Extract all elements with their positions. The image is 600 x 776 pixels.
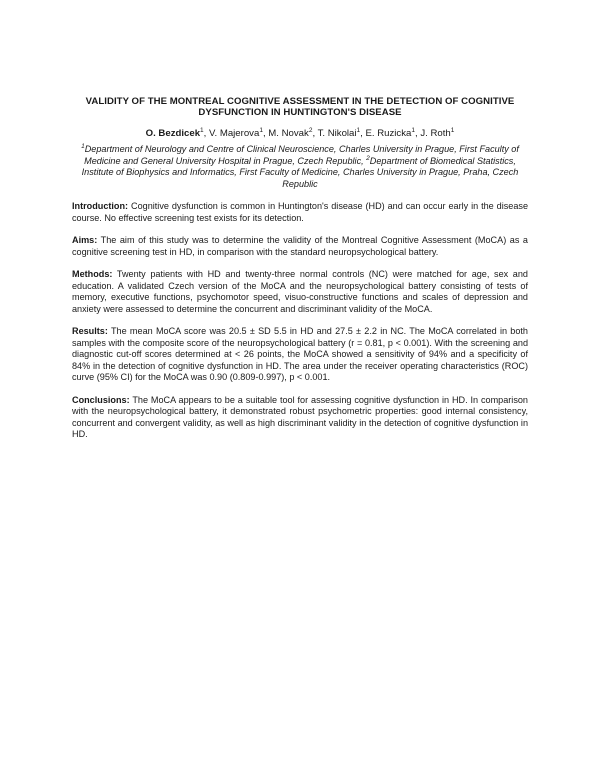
section-aims bbox=[72, 235, 528, 258]
section-conclusions bbox=[72, 395, 528, 441]
author-affiliation-mark: 1 bbox=[356, 126, 361, 134]
affiliation-number: 1 bbox=[81, 142, 85, 150]
section-heading: Results: bbox=[72, 326, 108, 336]
paper-title bbox=[72, 96, 528, 118]
title-line-2: DYSFUNCTION IN HUNTINGTON'S DISEASE bbox=[198, 107, 402, 118]
section-results bbox=[72, 326, 528, 384]
author-affiliation-mark: 1 bbox=[411, 126, 415, 134]
author-affiliation-mark: 1 bbox=[450, 126, 455, 134]
author-affiliation-mark: 1 bbox=[200, 126, 204, 134]
section-body: Twenty patients with HD and twenty-three normal controls (NC) were matched for age, sex and education. A validated Czech version of the MoCA and the neuropsychological battery consisting of tests of memory, executive functions, psychomotor speed, visuo-constructive functions and scales of depression and anxiety were assessed to determine the concurrent and discriminant validity of the MoCA. bbox=[72, 269, 528, 314]
author-name: O. Bezdicek bbox=[145, 128, 201, 139]
author-list: O. Bezdicek$^1$, V. Majerova$^1$, M. Novak$^2$, T. Nikolai$^1$, E. Ruzicka$^1$, J. Roth$^1$ bbox=[145, 126, 455, 139]
affiliations bbox=[72, 144, 528, 190]
section-body: The MoCA appears to be a suitable tool for assessing cognitive dysfunction in HD. In comparison with the neuropsychological battery, it demonstrated robust psychometric properties: good internal consistency, concurrent and convergent validity, as well as high discriminant validity in the detection of cognitive dysfunction in HD. bbox=[72, 394, 528, 439]
section-methods bbox=[72, 269, 528, 315]
section-heading: Aims: bbox=[72, 235, 98, 245]
title-line-1: VALIDITY OF THE MONTREAL COGNITIVE ASSESSMENT IN THE DETECTION OF COGNITIVE bbox=[85, 96, 515, 107]
author-name: M. Novak bbox=[268, 128, 309, 139]
author-name: T. Nikolai bbox=[317, 128, 357, 139]
section-heading: Introduction: bbox=[72, 201, 129, 211]
author-affiliation-mark: 2 bbox=[308, 126, 313, 134]
section-body: The aim of this study was to determine the validity of the Montreal Cognitive Assessment (MoCA) as a cognitive screening test in HD, in comparison with the standard neuropsychological battery. bbox=[72, 235, 528, 257]
author-affiliation-mark: 1 bbox=[259, 126, 263, 134]
section-heading: Methods: bbox=[72, 269, 113, 279]
section-body: The mean MoCA score was 20.5 ± SD 5.5 in HD and 27.5 ± 2.2 in NC. The MoCA correlated in both samples with the composite score of the neuropsychological battery (r = 0.81, p < 0.001). With the screening and diagnostic cut-off scores determined at < 26 points, the MoCA showed a sensitivity of 94% and a specificity of 84% in the detection of cognitive dysfunction in HD. The area under the receiver operating characteristics (ROC) curve (95% CI) for the MoCA was 0.90 (0.809-0.997), p < 0.001. bbox=[72, 326, 528, 382]
author-name: V. Majerova bbox=[209, 128, 260, 139]
affiliation-number: 2 bbox=[366, 154, 370, 162]
section-introduction bbox=[72, 201, 528, 224]
section-heading: Conclusions: bbox=[72, 394, 130, 405]
affiliation-text: Department of Biomedical Statistics, Institute of Biophysics and Informatics, First Faculty of Medicine, Charles University in Prague, Praha, Czech Republic bbox=[81, 155, 519, 189]
affiliation-text: Department of Neurology and Centre of Clinical Neuroscience, Charles University in Prague, First Faculty of Medicine and General University Hospital in Prague, Czech Republic, bbox=[84, 144, 519, 166]
author-name: E. Ruzicka bbox=[365, 128, 412, 139]
section-body: Cognitive dysfunction is common in Huntington's disease (HD) and can occur early in the disease course. No effective screening test exists for its detection. bbox=[72, 201, 529, 223]
author-name: J. Roth bbox=[420, 128, 451, 139]
abstract-page bbox=[72, 96, 528, 450]
